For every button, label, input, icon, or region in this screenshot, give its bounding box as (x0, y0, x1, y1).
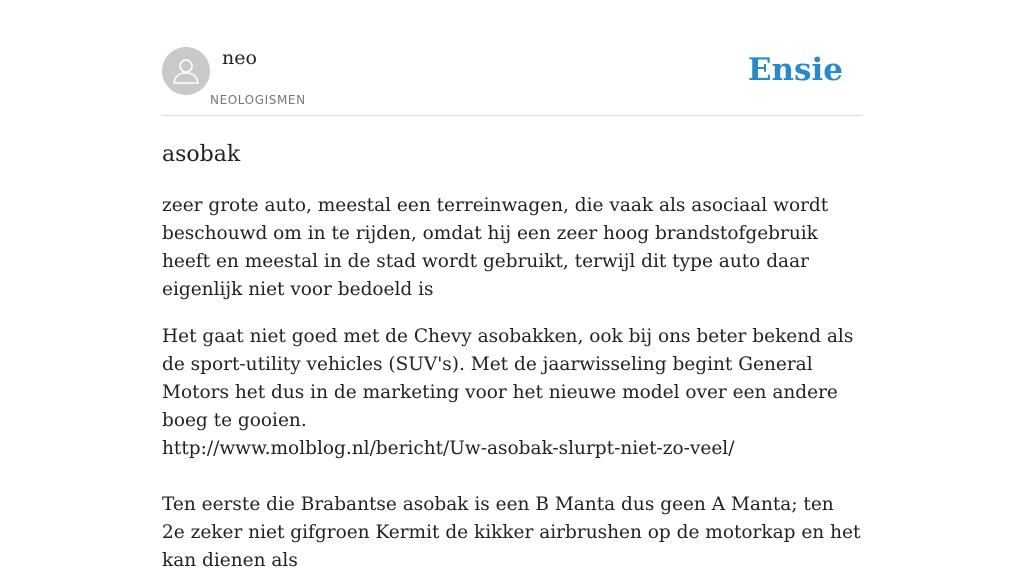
entry-term: asobak (162, 142, 241, 167)
category-link[interactable]: NEOLOGISMEN (210, 93, 306, 107)
entry-example: Het gaat niet goed met de Chevy asobakken, ook bij ons beter bekend als de sport-utility vehicles (SUV's). Met de jaarwisseling begint General Motors het dus in de marketing voor het nieuwe model over een andere boeg te gooien. http://www.molblog.nl/bericht/Uw-asobak-slurpt-niet-zo-veel/ Ten eerste die Brabantse asobak is een B Manta dus geen A Manta; ten 2e zeker niet gifgroen Kermit de kikker airbrushen op de motorkap en het kan dienen als (162, 326, 861, 571)
user-silhouette-icon (162, 47, 210, 95)
entry-definition: zeer grote auto, meestal een terreinwagen, die vaak als asociaal wordt beschouwd om in te rijden, omdat hij een zeer hoog brandstofgebruik heeft en meestal in de stad wordt gebruikt, terwijl dit type auto daar eigenlijk niet voor bedoeld is (162, 195, 829, 300)
entry-header (162, 0, 862, 116)
entry-page (162, 0, 862, 571)
avatar[interactable] (162, 47, 210, 95)
author-name[interactable]: neo (222, 47, 257, 69)
brand-logo[interactable]: Ensie (747, 52, 843, 88)
